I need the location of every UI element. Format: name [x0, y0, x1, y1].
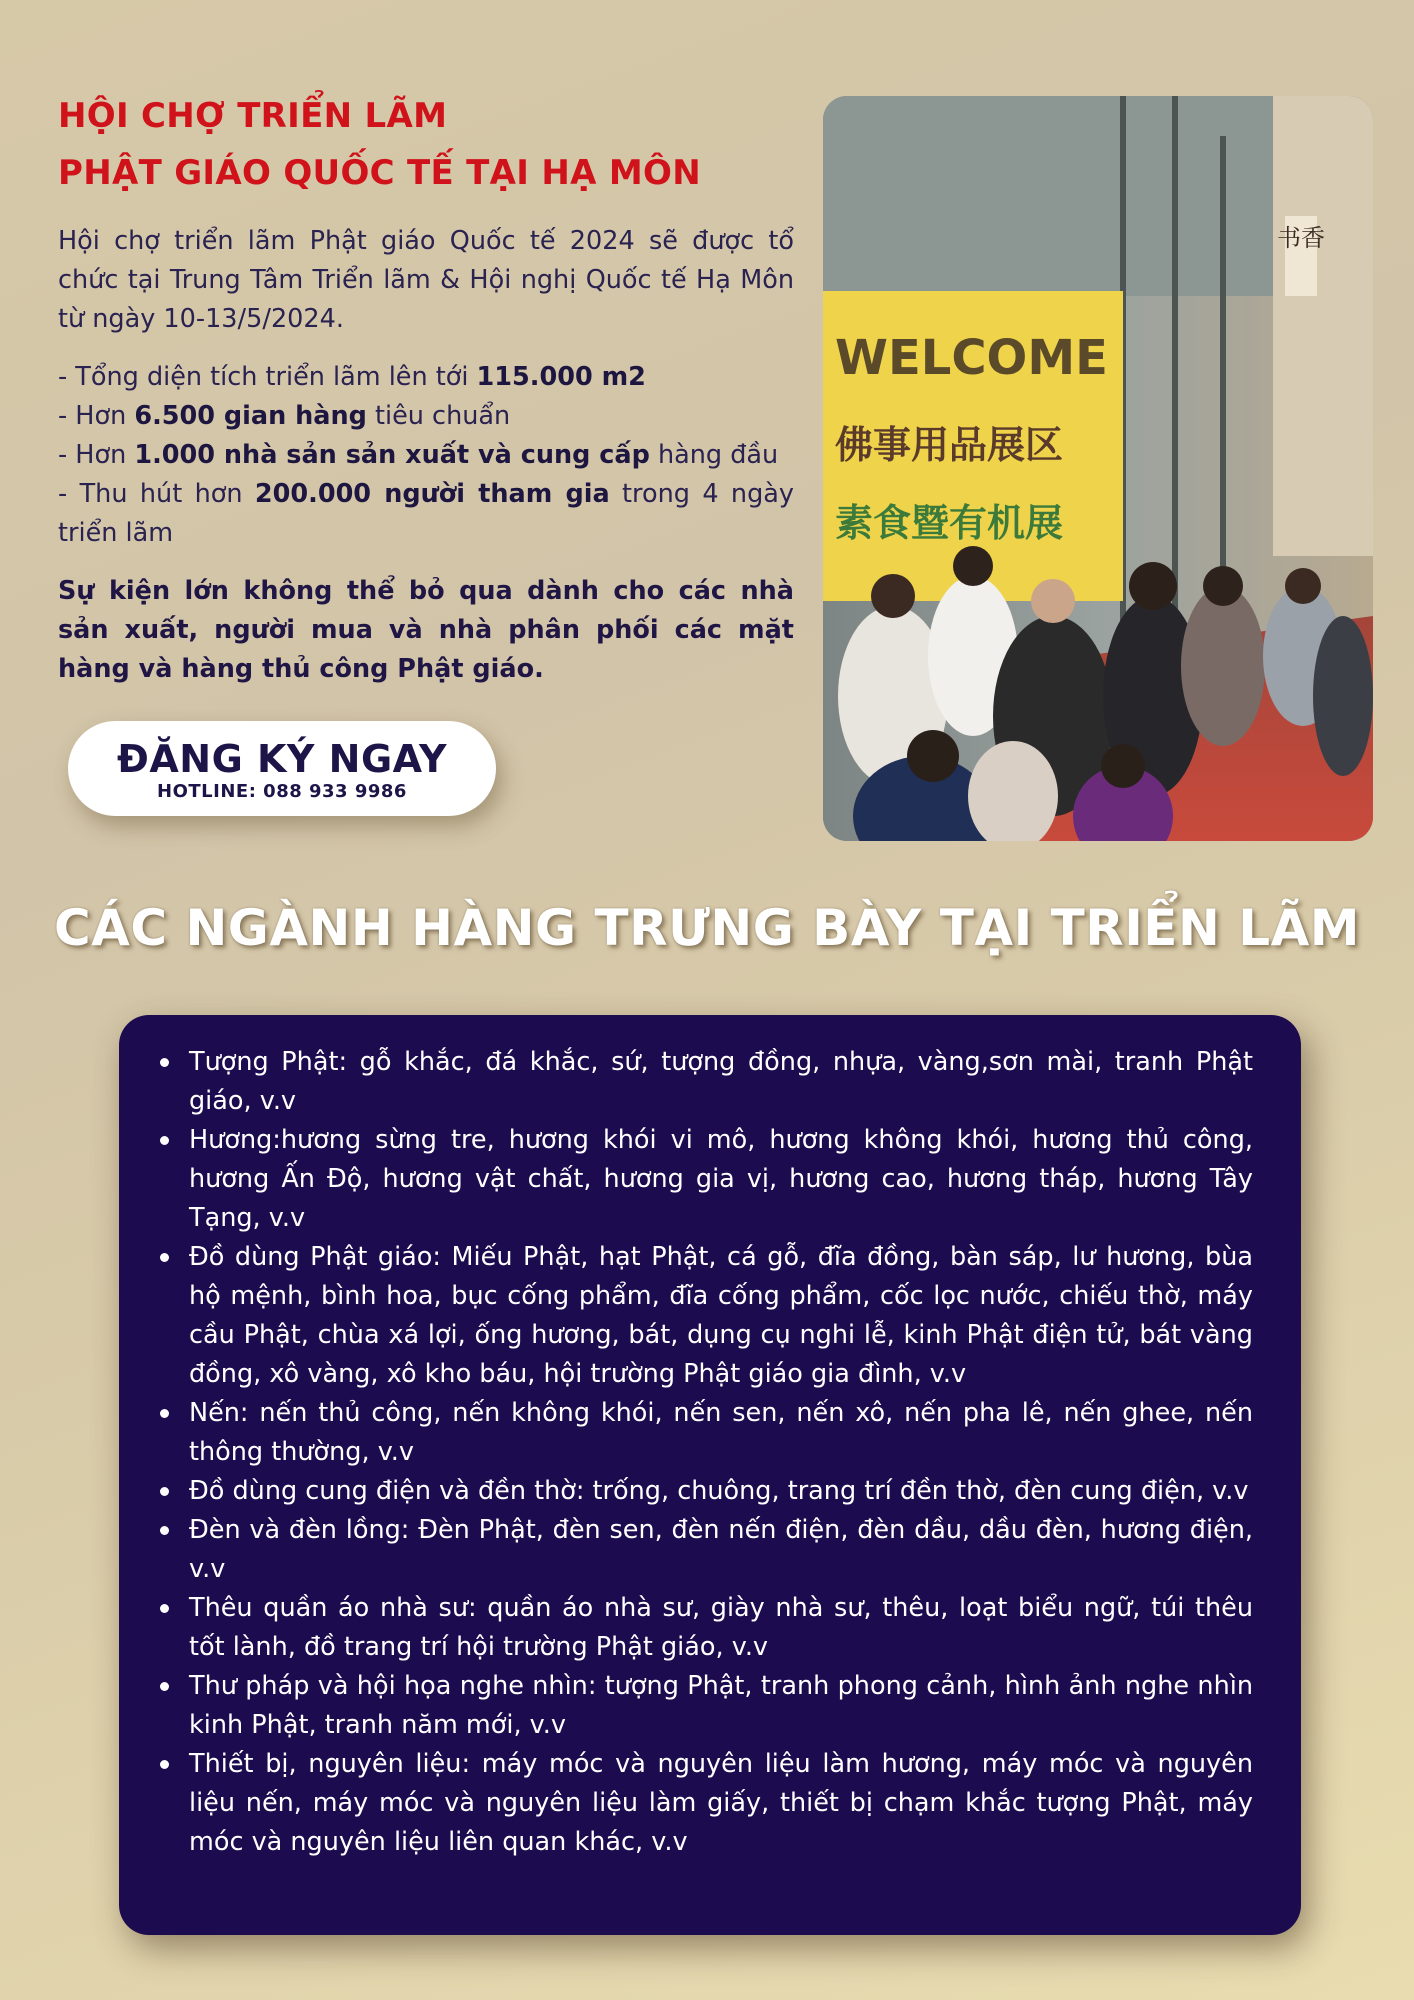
intro-paragraph: Hội chợ triển lãm Phật giáo Quốc tế 2024 sẽ được tổ chức tại Trung Tâm Triển lãm & Hội nghị Quốc tế Hạ Môn từ ngày 10-13/5/2024. [58, 226, 794, 334]
banner-cn-text-2: 素食暨有机展 [835, 501, 1064, 545]
hotline-text: HOTLINE: 088 933 9986 [157, 781, 407, 802]
list-item: Thiết bị, nguyên liệu: máy móc và nguyên liệu làm hương, máy móc và nguyên liệu nến, máy móc và nguyên liệu làm giấy, thiết bị chạm khắc tượng Phật, máy móc và nguyên liệu liên quan khác, v.v [189, 1745, 1253, 1862]
list-item: Thư pháp và hội họa nghe nhìn: tượng Phật, tranh phong cảnh, hình ảnh nghe nhìn kinh Phật, tranh năm mới, v.v [189, 1667, 1253, 1745]
title-line-1: HỘI CHỢ TRIỂN LÃM [58, 96, 448, 136]
highlight-paragraph: Sự kiện lớn không thể bỏ qua dành cho các nhà sản xuất, người mua và nhà phân phối các mặt hàng và hàng thủ công Phật giáo. [58, 576, 794, 684]
fact-item: - Hơn 1.000 nhà sản sản xuất và cung cấp hàng đầu [58, 440, 779, 470]
list-item: Hương:hương sừng tre, hương khói vi mô, hương không khói, hương thủ công, hương Ấn Độ, hương vật chất, hương gia vị, hương cao, hương tháp, hương Tây Tạng, v.v [189, 1121, 1253, 1238]
categories-panel [119, 1015, 1301, 1935]
page-title [58, 88, 818, 202]
banner-welcome-text: WELCOME [835, 330, 1108, 386]
facts-list [58, 358, 794, 553]
list-item: Thêu quần áo nhà sư: quần áo nhà sư, giày nhà sư, thêu, loạt biểu ngữ, túi thêu tốt lành, đồ trang trí hội trường Phật giáo, v.v [189, 1589, 1253, 1667]
list-item: Đèn và đèn lồng: Đèn Phật, đèn sen, đèn nến điện, đèn dầu, dầu đèn, hương điện, v.v [189, 1511, 1253, 1589]
title-line-2: PHẬT GIÁO QUỐC TẾ TẠI HẠ MÔN [58, 153, 701, 193]
banner-cn-text-1: 佛事用品展区 [835, 423, 1064, 467]
list-item: Nến: nến thủ công, nến không khói, nến sen, nến xô, nến pha lê, nến ghee, nến thông thường, v.v [189, 1394, 1253, 1472]
list-item: Tượng Phật: gỗ khắc, đá khắc, sứ, tượng đồng, nhựa, vàng,sơn mài, tranh Phật giáo, v.v [189, 1043, 1253, 1121]
fact-item: - Hơn 6.500 gian hàng tiêu chuẩn [58, 401, 511, 431]
register-button-label: ĐĂNG KÝ NGAY [117, 737, 447, 781]
exhibition-photo [823, 96, 1373, 841]
section-heading: CÁC NGÀNH HÀNG TRƯNG BÀY TẠI TRIỂN LÃM [53, 899, 1361, 957]
sign-text: 书香 [1277, 224, 1325, 252]
list-item: Đồ dùng Phật giáo: Miếu Phật, hạt Phật, cá gỗ, đĩa đồng, bàn sáp, lư hương, bùa hộ mệnh, bình hoa, bục cống phẩm, đĩa cống phẩm, cốc lọc nước, chiếu thờ, máy cầu Phật, chùa xá lợi, ống hương, bát, dụng cụ nghi lễ, kinh Phật điện tử, bát vàng đồng, xô vàng, xô kho báu, hội trường Phật giáo gia đình, v.v [189, 1238, 1253, 1394]
register-now-button[interactable] [68, 721, 496, 816]
fact-item: - Thu hút hơn 200.000 người tham gia trong 4 ngày triển lãm [58, 479, 794, 548]
categories-list [189, 1043, 1253, 1862]
list-item: Đồ dùng cung điện và đền thờ: trống, chuông, trang trí đền thờ, đèn cung điện, v.v [189, 1472, 1253, 1511]
fact-item: - Tổng diện tích triển lãm lên tới 115.000 m2 [58, 362, 646, 392]
